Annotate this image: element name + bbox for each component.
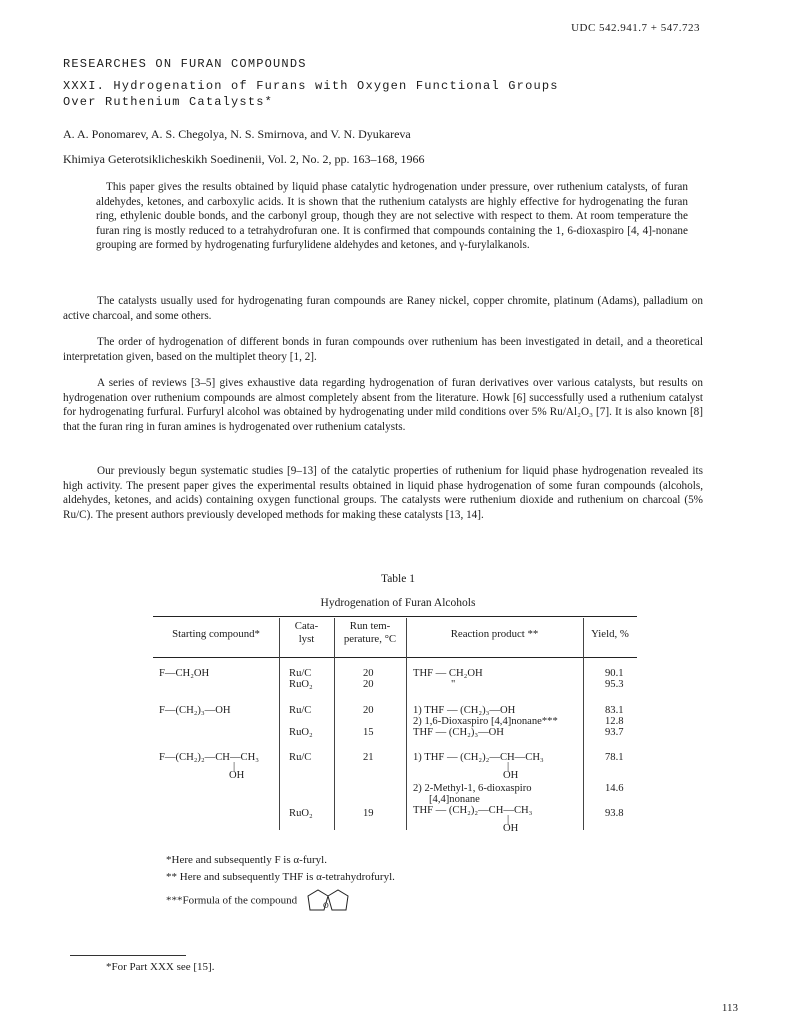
r3-product-c-oh: OH	[503, 823, 519, 834]
r3-compound: F—(CH₂)₂—CH—CH₃	[159, 752, 259, 763]
title-line-2: Over Ruthenium Catalysts*	[63, 95, 274, 109]
header-catalyst	[279, 620, 334, 646]
footnote-3-text: ***Formula of the compound	[166, 894, 298, 907]
r3-yield-c: 93.8	[605, 808, 624, 819]
table-label: Table 1	[380, 573, 415, 585]
paragraph-3-text: A series of reviews [3–5] gives exhaustive data regarding hydrogenation of furan derivatives over various catalysts, but results on hydrogenation over ruthenium compounds are almost completely absent from the literature. Howk [6] successfully used a ruthenium catalyst for hydrogenating furfural. Furfuryl alcohol was obtained by hydrogenating under mild conditions over 5% Ru/Al₂O₃ [7]. It is also known [8] that the furan ring in furan amines is hydrogenated over ruthenium catalysts.	[63, 377, 703, 433]
header-temp-line2: perature, °C	[343, 633, 397, 645]
r2-yield-c: 93.7	[605, 727, 624, 738]
udc-code: UDC 542.941.7 + 547.723	[571, 22, 700, 34]
r3-product-a: 1) THF — (CH₂)₂—CH—CH₃	[413, 752, 544, 763]
header-catalyst-line1: Cata-	[294, 620, 319, 632]
r3-product-c-bond: |	[507, 814, 510, 825]
r2-temp-a: 20	[363, 705, 374, 716]
r3-temp-b: 19	[363, 808, 374, 819]
title-line-1: XXXI. Hydrogenation of Furans with Oxygen Functional Groups	[63, 79, 559, 93]
footnote-part: *For Part XXX see [15].	[106, 961, 215, 973]
article-title	[63, 78, 559, 110]
r2-yield-a: 83.1	[605, 705, 624, 716]
journal-citation: Khimiya Geterotsiklicheskikh Soedinenii, Vol. 2, No. 2, pp. 163–168, 1966	[63, 152, 425, 166]
r3-catalyst-a: Ru/C	[289, 752, 312, 763]
paragraph-4	[63, 464, 703, 522]
r3-catalyst-b: RuO₂	[289, 808, 313, 819]
r3-product-b1: 2) 2-Methyl-1, 6-dioxaspiro	[413, 783, 532, 794]
r2-product-b: 2) 1,6-Dioxaspiro [4,4]nonane***	[413, 716, 558, 727]
authors: A. A. Ponomarev, A. S. Chegolya, N. S. Smirnova, and V. N. Dyukareva	[63, 127, 411, 141]
r2-product-c: THF — (CH₂)₃—OH	[413, 727, 504, 738]
paragraph-2	[63, 335, 703, 364]
r1-compound: F—CH₂OH	[159, 668, 210, 679]
abstract-text: This paper gives the results obtained by liquid phase catalytic hydrogenation under pressure, over ruthenium catalysts, of furan aldehydes, ketones, and carboxylic acids. It is shown that the ruthenium catalysts are highly effective for hydrogenating the furan ring, ethylenic double bonds, and the carbonyl group, though they are not selective with respect to them. At room temperature the furan ring is mostly reduced to a tetrahydrofuran one. It is confirmed that compounds containing the 1, 6-dioxaspiro [4, 4]-nonane grouping are formed by hydrogenating furfurylidene aldehydes and ketones, and γ-furylalkanols.	[96, 181, 688, 252]
r3-product-b2: [4,4]nonane	[429, 794, 480, 805]
r1-yield-b: 95.3	[605, 679, 624, 690]
r1-temp-a: 20	[363, 668, 374, 679]
paragraph-1	[63, 294, 703, 323]
page-number: 113	[721, 1002, 738, 1014]
r3-compound-oh: OH	[229, 770, 245, 781]
paragraph-4-text: Our previously begun systematic studies [9–13] of the catalytic properties of ruthenium for liquid phase hydrogenation revealed its high activity. The present paper gives the experimental results obtained in liquid phase hydrogenation of some furan compounds (alcohols, aldehydes, ketones, and acids) containing oxygen functional groups. The catalysts were ruthenium dioxide and ruthenium on charcoal (5% Ru/C). The present authors previously developed methods for making these catalysts [13, 14].	[63, 465, 703, 521]
header-temp-line1: Run tem-	[349, 620, 391, 632]
footnote-1: *Here and subsequently F is α-furyl.	[166, 854, 327, 866]
r2-catalyst-b: RuO₂	[289, 727, 313, 738]
r1-product-a: THF — CH₂OH	[413, 668, 483, 679]
header-catalyst-line2: lyst	[298, 633, 315, 645]
r3-yield-b: 14.6	[605, 783, 624, 794]
table-top-rule	[153, 616, 637, 617]
r3-product-a-bond: |	[507, 761, 510, 772]
header-temperature	[334, 620, 406, 646]
results-table	[153, 616, 637, 839]
r2-catalyst-a: Ru/C	[289, 705, 312, 716]
col-divider-4	[583, 618, 584, 830]
header-yield: Yield, %	[591, 628, 629, 640]
footnote-3	[166, 888, 352, 914]
spiro-structure-icon	[304, 888, 352, 914]
r1-catalyst-b: RuO₂	[289, 679, 313, 690]
col-divider-3	[406, 618, 407, 830]
table-title: Hydrogenation of Furan Alcohols	[320, 597, 476, 609]
r3-compound-bond: |	[233, 761, 236, 772]
paragraph-1-text: The catalysts usually used for hydrogenating furan compounds are Raney nickel, copper chromite, platinum (Adams), palladium on active charcoal, and some others.	[63, 295, 703, 322]
r2-compound: F—(CH₂)₃—OH	[159, 705, 231, 716]
footnote-2: ** Here and subsequently THF is α-tetrahydrofuryl.	[166, 871, 395, 883]
footnote-rule	[70, 955, 186, 956]
r1-product-b: "	[451, 679, 456, 690]
r2-temp-b: 15	[363, 727, 374, 738]
table-header-rule	[153, 657, 637, 658]
abstract	[96, 180, 688, 253]
col-divider-1	[279, 618, 280, 830]
header-compound: Starting compound*	[172, 628, 260, 640]
r3-product-a-oh: OH	[503, 770, 519, 781]
r2-product-a: 1) THF — (CH₂)₃—OH	[413, 705, 516, 716]
paragraph-3	[63, 376, 703, 434]
r1-yield-a: 90.1	[605, 668, 624, 679]
r3-product-c: THF — (CH₂)₂—CH—CH₃	[413, 805, 533, 816]
r3-yield-a: 78.1	[605, 752, 624, 763]
col-divider-2	[334, 618, 335, 830]
r1-catalyst-a: Ru/C	[289, 668, 312, 679]
r2-yield-b: 12.8	[605, 716, 624, 727]
r3-temp-a: 21	[363, 752, 374, 763]
svg-text:O: O	[322, 902, 329, 910]
paragraph-2-text: The order of hydrogenation of different bonds in furan compounds over ruthenium has been investigated in detail, and a theoretical interpretation given, based on the multiplet theory [1, 2].	[63, 336, 703, 363]
header-product: Reaction product **	[450, 628, 539, 640]
series-title: RESEARCHES ON FURAN COMPOUNDS	[63, 57, 307, 71]
r1-temp-b: 20	[363, 679, 374, 690]
